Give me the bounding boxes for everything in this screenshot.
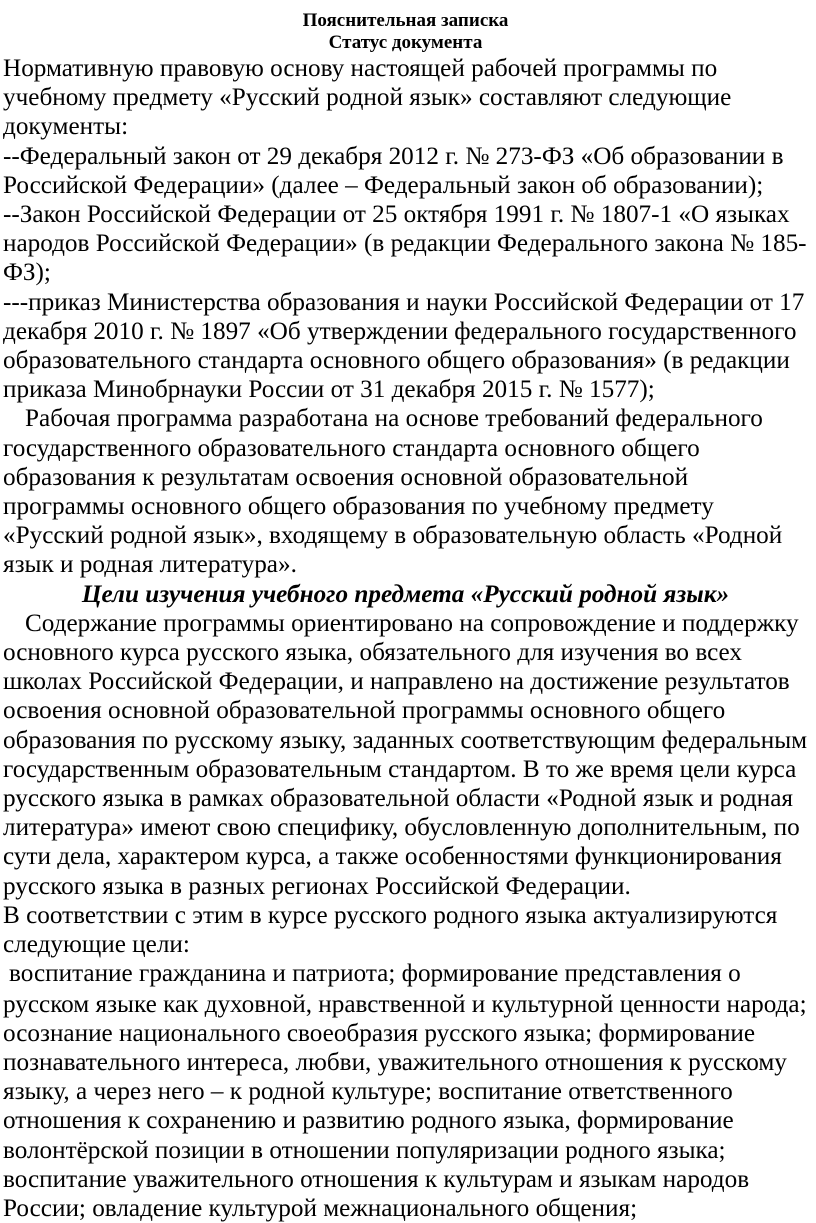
goals-heading: Цели изучения учебного предмета «Русский родной язык» [81,580,730,608]
doc-item-ministry-order: ---приказ Министерства образования и науки Российской Федерации от 17 декабря 2010 г. № 1897 «Об утверждении федерального государственного образовательного стандарта основного общего образования» (в редакции приказа Минобрнауки России от 31 декабря 2015 г. № 1577); [3,288,805,404]
goals-intro: В соответствии с этим в курсе русского родного языка актуализируются следующие цели: [3,901,778,959]
document-title: Пояснительная записка [302,10,509,31]
goal-bullet-item [3,959,808,1223]
program-paragraph: Рабочая программа разработана на основе требований федерального государственного образовательного стандарта основного общего образования к результатам освоения основной образовательной программы основного общего образования по учебному предмету «Русский родной язык», входящему в образовательную область «Родной язык и родная литература». [3,405,783,579]
doc-item-language-law: --Закон Российской Федерации от 25 октября 1991 г. № 1807-1 «О языках народов Российской Федерации» (в редакции Федерального закона № 185-ФЗ); [3,201,807,287]
goal-bullet-text: воспитание гражданина и патриота; формирование представления о русском языке как духовной, нравственной и культурной ценности народа; осознание национального своеобразия русского языка; формирование познавательного интереса, любви, уважительного отношения к русскому языку, а через него – к родной культуре; воспитание ответственного отношения к сохранению и развитию родного языка, формирование волонтёрской позиции в отношении популяризации родного языка; воспитание уважительного отношения к культурам и языкам народов России; овладение культурой межнационального общения; [3,960,807,1222]
intro-paragraph: Нормативную правовую основу настоящей рабочей программы по учебному предмету «Русский родной язык» составляют следующие документы: [3,55,732,141]
doc-item-federal-law: --Федеральный закон от 29 декабря 2012 г. № 273-ФЗ «Об образовании в Российской Федерации» (далее – Федеральный закон об образовании); [3,142,784,199]
content-paragraph: Содержание программы ориентировано на сопровождение и поддержку основного курса русского языка, обязательного для изучения во всех школах Российской Федерации, и направлено на достижение результатов освоения основной образовательной программы основного общего образования по русскому языку, заданных соответствующим федеральным государственным образовательным стандартом. В то же время цели курса русского языка в рамках образовательной области «Родной язык и родная литература» имеют свою специфику, обусловленную дополнительным, по сути дела, характером курса, а также особенностями функционирования русского языка в разных регионах Российской Федерации. [3,609,808,900]
document-subtitle: Статус документа [328,32,483,53]
